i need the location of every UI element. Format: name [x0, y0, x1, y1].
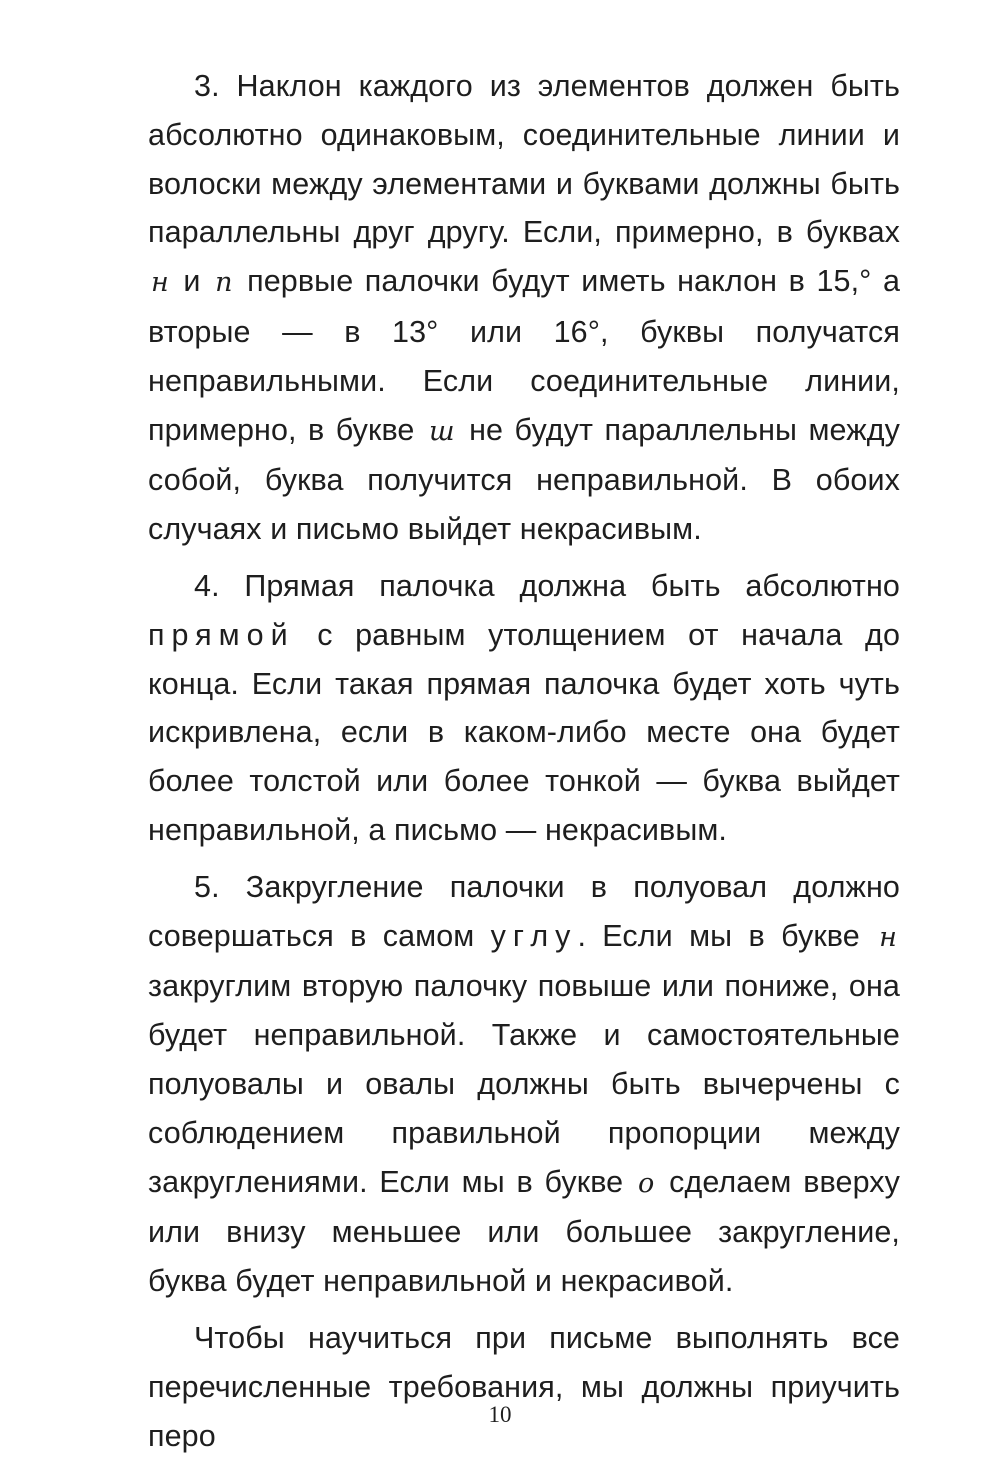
emphasis-spaced: углу	[490, 918, 578, 953]
paragraph-5-text-4: сделаем вверху или внизу меньшее или большее закругление, буква будет неправильной и некрасивой.	[148, 1164, 900, 1299]
paragraph-5-text-3: закруглим вторую палочку повыше или пониже, она будет неправильной. Также и самостоятельные полуовалы и овалы должны быть вычерчены с соблюдением правильной пропорции между закруглениями. Если мы в букве	[148, 969, 900, 1199]
paragraph-4-text-1: 4. Прямая палочка должна быть абсолютно	[194, 568, 900, 603]
paragraph-3	[148, 62, 900, 554]
paragraph-3-text-2: первые палочки будут иметь наклон в 15,° а вторые — в 13° или 16°, буквы получатся неправильными. Если соединительные линии, примерно, в букве	[148, 264, 901, 447]
script-letter-n: н	[151, 267, 169, 299]
paragraph-6-text: Чтобы научиться при письме выполнять все перечисленные требования, мы должны приучить перо	[148, 1320, 900, 1453]
paragraph-3-text-3: не будут параллельны между собой, буква получится неправильной. В обоих случаях и письмо выйдет некрасивым.	[148, 412, 901, 547]
paragraph-4-text-2: с равным утолщением от начала до конца. Если такая прямая палочка будет хоть чуть искривлена, если в каком-либо месте она будет более толстой или более тонкой — буква выйдет неправильной, а письмо — некрасивым.	[148, 617, 901, 847]
paragraph-5-text-1: 5. Закругление палочки в полуовал должно совершаться в самом	[148, 869, 900, 953]
paragraph-5-text-2: . Если мы в букве	[577, 918, 860, 953]
script-letter-sh: ш	[428, 415, 455, 447]
conjunction: и	[183, 264, 201, 299]
script-letter-p: п	[215, 267, 233, 299]
paragraph-4	[148, 562, 900, 855]
page-body	[148, 62, 900, 1468]
paragraph-6	[148, 1314, 900, 1460]
page-number: 10	[488, 1402, 512, 1427]
paragraph-3-text-1: 3. Наклон каждого из элементов должен быть абсолютно одинаковым, соединительные линии и волоски между элементами и буквами должны быть параллельны друг другу. Если, примерно, в буквах	[148, 69, 900, 250]
paragraph-5	[148, 863, 900, 1306]
script-letter-o: о	[638, 1167, 655, 1199]
emphasis-spaced: прямой	[148, 617, 295, 652]
script-letter-n: н	[879, 921, 898, 953]
